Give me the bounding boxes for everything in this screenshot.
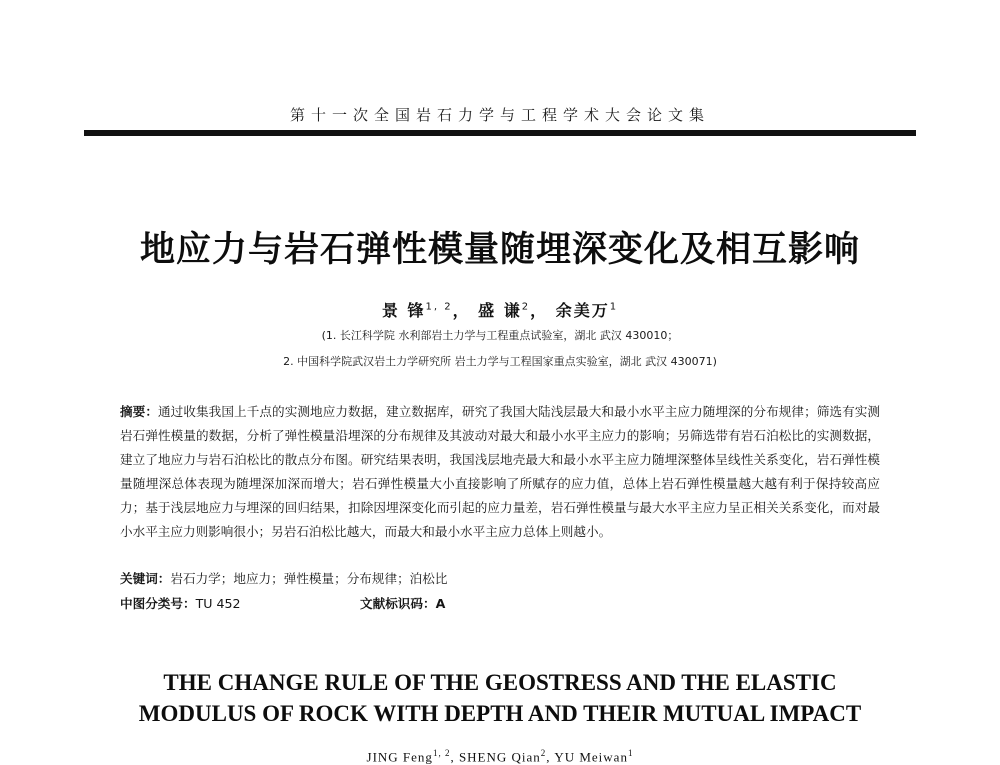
- affiliation-1: (1. 长江科学院 水利部岩土力学与工程重点试验室，湖北 武汉 430010；: [321, 329, 679, 342]
- document-code: [360, 593, 445, 612]
- clc-value: TU 452: [195, 596, 241, 611]
- abstract: [120, 400, 880, 544]
- authors-chinese: [0, 298, 1000, 321]
- author-sep: ，: [452, 301, 471, 320]
- title-english-line-1: THE CHANGE RULE OF THE GEOSTRESS AND THE ELASTIC: [163, 670, 837, 695]
- proceedings-header: 第十一次全国岩石力学与工程学术大会论文集: [289, 106, 710, 124]
- author-en-sep: ,: [546, 749, 555, 765]
- author-en-3: YU Meiwan: [554, 749, 628, 765]
- keywords: [120, 568, 880, 587]
- author-sep: ，: [530, 301, 549, 320]
- keywords-label: 关键词：: [120, 571, 171, 586]
- affiliation-2: 2. 中国科学院武汉岩土力学研究所 岩土力学与工程国家重点实验室，湖北 武汉 430071): [283, 355, 717, 368]
- author-en-1-affil: 1, 2: [432, 748, 451, 758]
- author-en-1: JING Feng: [366, 749, 433, 765]
- authors-english: [0, 748, 1000, 765]
- title-chinese: 地应力与岩石弹性模量随埋深变化及相互影响: [139, 230, 860, 270]
- doc-code-value: A: [435, 596, 446, 611]
- abstract-text: 通过收集我国上千点的实测地应力数据，建立数据库，研究了我国大陆浅层最大和最小水平主应力随埋深的分布规律；筛选有实测岩石弹性模量的数据，分析了弹性模量沿埋深的分布规律及其波动对最大和最小水平主应力的影响；另筛选带有岩石泊松比的实测数据，建立了地应力与岩石泊松比的散点分布图。研究结果表明，我国浅层地壳最大和最小水平主应力随埋深整体呈线性关系变化，岩石弹性模量随埋深总体表现为随埋深加深而增大；岩石弹性模量大小直接影响了所赋存的应力值，总体上岩石弹性模量越大越有利于保持较高应力；基于浅层地应力与埋深的回归结果，扣除因埋深变化而引起的应力量差，岩石弹性模量与最大水平主应力呈正相关关系变化，而对最小水平主应力则影响很小；另岩石泊松比越大，而最大和最小水平主应力总体上则越小。: [120, 404, 881, 539]
- author-2: 盛 谦: [478, 301, 522, 320]
- author-2-affil: 2: [521, 301, 531, 313]
- clc-label: 中图分类号：: [120, 596, 196, 611]
- author-3: 余美万: [555, 301, 610, 320]
- author-en-2: SHENG Qian: [458, 749, 541, 765]
- abstract-label: 摘要：: [120, 404, 159, 419]
- title-english-line-2: MODULUS OF ROCK WITH DEPTH AND THEIR MUTUAL IMPACT: [138, 701, 862, 726]
- author-1: 景 锋: [381, 301, 426, 320]
- author-en-2-affil: 2: [540, 748, 547, 758]
- title-english: [0, 667, 1000, 729]
- doc-code-label: 文献标识码：: [360, 596, 436, 611]
- author-1-affil: 1, 2: [425, 301, 453, 313]
- classification: [120, 593, 880, 612]
- keywords-text: 岩石力学；地应力；弹性模量；分布规律；泊松比: [170, 571, 448, 586]
- author-en-3-affil: 1: [627, 748, 634, 758]
- author-3-affil: 1: [609, 301, 619, 313]
- author-en-sep: ,: [450, 749, 459, 765]
- header-rule: [84, 130, 916, 136]
